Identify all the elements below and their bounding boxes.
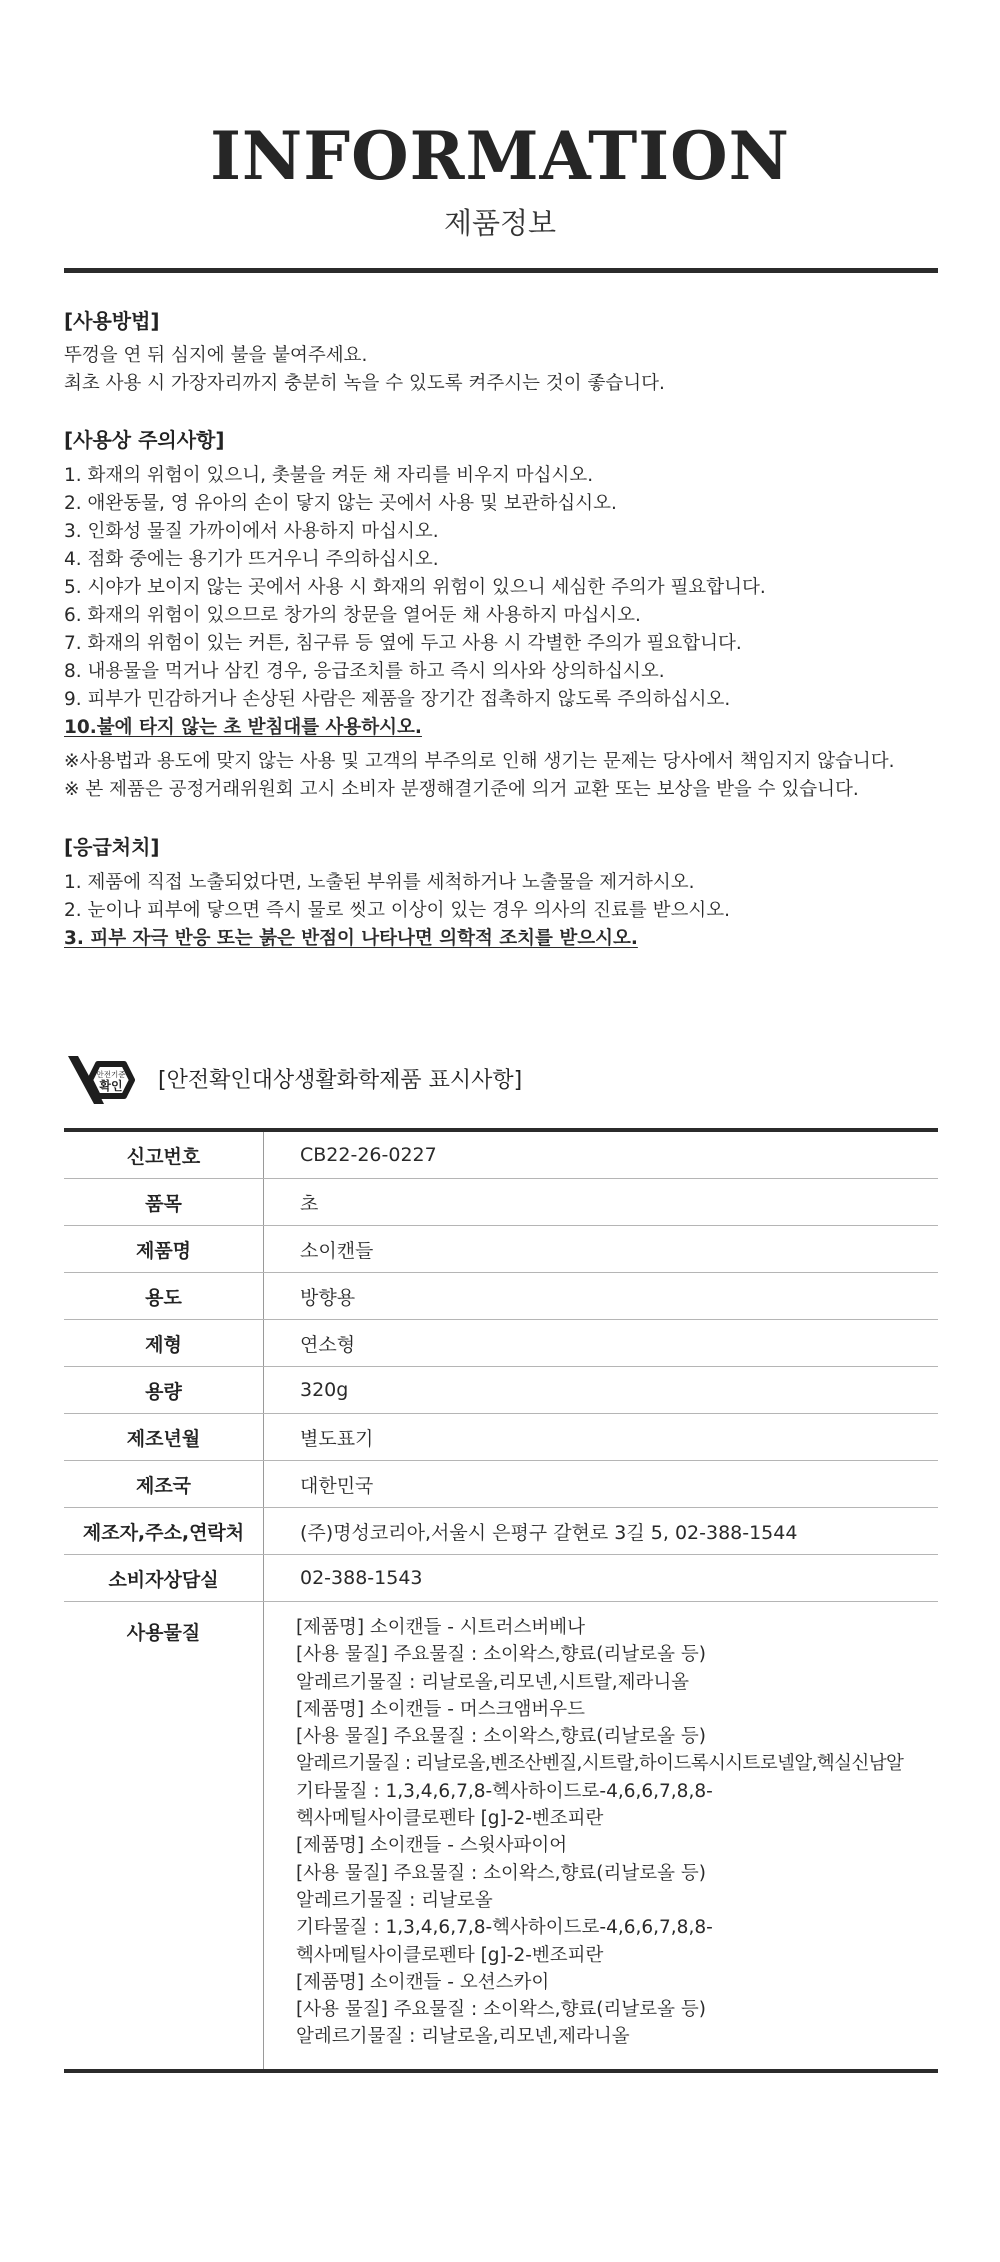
caution-item: 5. 시야가 보이지 않는 곳에서 사용 시 화재의 위험이 있으니 세심한 주의가 필요합니다. [64, 577, 766, 598]
first-aid-list [64, 869, 954, 953]
caution-notes [64, 748, 954, 804]
row-value: (주)명성코리아,서울시 은평구 갈현로 3길 5, 02-388-1544 [264, 1508, 939, 1555]
row-value: 방향용 [264, 1273, 939, 1320]
safety-check-badge-icon [64, 1050, 144, 1110]
usage-text [64, 342, 954, 398]
usage-line: 최초 사용 시 가장자리까지 충분히 녹을 수 있도록 켜주시는 것이 좋습니다. [64, 373, 665, 394]
safety-title: [안전확인대상생활화학제품 표시사항] [158, 1068, 523, 1093]
material-line: [사용 물질] 주요물질 : 소이왁스,향료(리날로올 등) [296, 1644, 706, 1666]
caution-item: 9. 피부가 민감하거나 손상된 사람은 제품을 장기간 접촉하지 않도록 주의하십시오. [64, 689, 731, 710]
row-value: CB22-26-0227 [264, 1132, 939, 1179]
page-subtitle: 제품정보 [443, 206, 557, 240]
table-row [64, 1414, 938, 1461]
row-value: 연소형 [264, 1320, 939, 1367]
row-value: 초 [264, 1179, 939, 1226]
row-value: 320g [264, 1367, 939, 1414]
table-row [64, 1555, 938, 1602]
row-label: 제조자,주소,연락처 [64, 1508, 264, 1555]
row-value: 소이캔들 [264, 1226, 939, 1273]
materials-label: 사용물질 [64, 1602, 264, 2069]
material-line: 기타물질 : 1,3,4,6,7,8-헥사하이드로-4,6,6,7,8,8- [296, 1780, 713, 1802]
caution-item: 3. 인화성 물질 가까이에서 사용하지 마십시오. [64, 521, 439, 542]
table-row [64, 1367, 938, 1414]
material-line: 알레르기물질 : 리날로올 [296, 1889, 493, 1911]
first-aid-item: 1. 제품에 직접 노출되었다면, 노출된 부위를 세척하거나 노출물을 제거하시오. [64, 872, 695, 893]
table-row [64, 1273, 938, 1320]
product-info-table [64, 1132, 938, 2069]
material-line: 알레르기물질 : 리날로올,리모넨,시트랄,제라니올 [296, 1671, 690, 1693]
usage-heading: [사용방법] [64, 309, 160, 333]
row-label: 신고번호 [64, 1132, 264, 1179]
badge-top-text: 안전기준 [96, 1070, 126, 1079]
page-title: INFORMATION [210, 117, 790, 195]
material-line: 기타물질 : 1,3,4,6,7,8-헥사하이드로-4,6,6,7,8,8- [296, 1917, 713, 1939]
row-label: 제조년월 [64, 1414, 264, 1461]
material-line: 헥사메틸사이클로펜타 [g]-2-벤조피란 [296, 1808, 604, 1830]
row-label: 용량 [64, 1367, 264, 1414]
caution-item: 2. 애완동물, 영 유아의 손이 닿지 않는 곳에서 사용 및 보관하십시오. [64, 493, 617, 514]
row-value: 별도표기 [264, 1414, 939, 1461]
badge-main-text: 확인 [99, 1079, 123, 1093]
caution-emphasis: 10.불에 타지 않는 초 받침대를 사용하시오. [64, 717, 422, 738]
material-line: [제품명] 소이캔들 - 시트러스버베나 [296, 1617, 585, 1638]
materials-list [264, 1602, 939, 2069]
row-label: 소비자상담실 [64, 1555, 264, 1602]
material-line: 알레르기물질 : 리날로올,벤조산벤질,시트랄,하이드록시시트로넬알,헥실신남알 [296, 1753, 904, 1775]
caution-note: ※사용법과 용도에 맞지 않는 사용 및 고객의 부주의로 인해 생기는 문제는 당사에서 책임지지 않습니다. [64, 751, 895, 772]
row-value: 대한민국 [264, 1461, 939, 1508]
row-label: 제형 [64, 1320, 264, 1367]
material-line: [제품명] 소이캔들 - 스윗사파이어 [296, 1835, 568, 1857]
caution-item: 4. 점화 중에는 용기가 뜨거우니 주의하십시오. [64, 549, 439, 570]
material-line: 헥사메틸사이클로펜타 [g]-2-벤조피란 [296, 1944, 604, 1966]
header-divider [64, 268, 938, 273]
table-row [64, 1508, 938, 1555]
caution-item: 7. 화재의 위험이 있는 커튼, 침구류 등 옆에 두고 사용 시 각별한 주의가 필요합니다. [64, 633, 742, 654]
table-row [64, 1226, 938, 1273]
table-row-materials [64, 1602, 938, 2069]
material-line: [제품명] 소이캔들 - 머스크앰버우드 [296, 1698, 585, 1720]
usage-line: 뚜껑을 연 뒤 심지에 불을 붙여주세요. [64, 345, 368, 366]
row-value: 02-388-1543 [264, 1555, 939, 1602]
caution-item: 8. 내용물을 먹거나 삼킨 경우, 응급조치를 하고 즉시 의사와 상의하십시오. [64, 661, 665, 682]
material-line: [사용 물질] 주요물질 : 소이왁스,향료(리날로올 등) [296, 1862, 706, 1884]
material-line: [사용 물질] 주요물질 : 소이왁스,향료(리날로올 등) [296, 1999, 706, 2021]
first-aid-item: 2. 눈이나 피부에 닿으면 즉시 물로 씻고 이상이 있는 경우 의사의 진료를 받으시오. [64, 900, 730, 921]
table-row [64, 1461, 938, 1508]
table-row [64, 1320, 938, 1367]
material-line: [제품명] 소이캔들 - 오션스카이 [296, 1971, 550, 1993]
material-line: 알레르기물질 : 리날로올,리모넨,제라니올 [296, 2026, 630, 2048]
caution-item: 1. 화재의 위험이 있으니, 촛불을 켜둔 채 자리를 비우지 마십시오. [64, 465, 594, 486]
first-aid-emphasis: 3. 피부 자극 반응 또는 붉은 반점이 나타나면 의학적 조치를 받으시오. [64, 928, 638, 949]
table-row [64, 1179, 938, 1226]
caution-note: ※ 본 제품은 공정거래위원회 고시 소비자 분쟁해결기준에 의거 교환 또는 보상을 받을 수 있습니다. [64, 779, 859, 800]
first-aid-heading: [응급처치] [64, 835, 160, 859]
caution-list [64, 462, 954, 742]
material-line: [사용 물질] 주요물질 : 소이왁스,향료(리날로올 등) [296, 1726, 706, 1748]
row-label: 품목 [64, 1179, 264, 1226]
caution-heading: [사용상 주의사항] [64, 428, 225, 452]
table-row [64, 1132, 938, 1179]
row-label: 용도 [64, 1273, 264, 1320]
row-label: 제품명 [64, 1226, 264, 1273]
table-bottom-divider [64, 2069, 938, 2073]
caution-item: 6. 화재의 위험이 있으므로 창가의 창문을 열어둔 채 사용하지 마십시오. [64, 605, 641, 626]
row-label: 제조국 [64, 1461, 264, 1508]
